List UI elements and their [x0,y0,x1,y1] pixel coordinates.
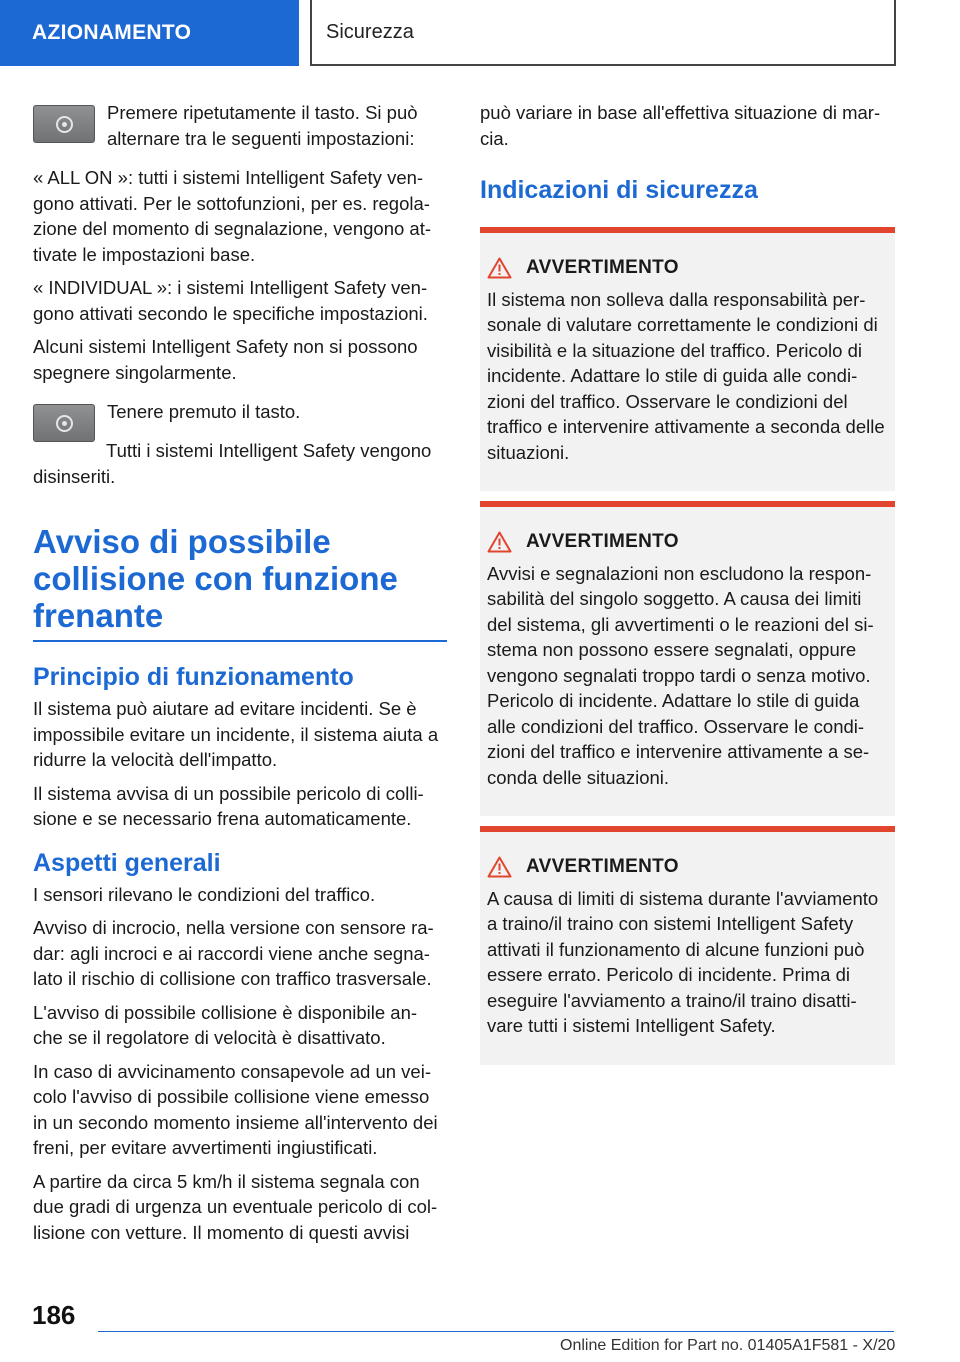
paragraph: « INDIVIDUAL »: i sistemi Intelligent Safety ven- gono attivati secondo le specifiche impostazioni. [33,277,428,324]
paragraph: Tutti i sistemi Intelligent Safety vengono disinseriti. [33,440,432,487]
warning-title: AVVERTIMENTO [526,531,679,552]
warning-triangle-icon [487,856,512,878]
paragraph: I sensori rilevano le condizioni del traffico. [33,883,376,905]
intelligent-safety-button-icon [33,404,95,442]
section-title: Sicurezza [310,0,896,66]
intelligent-safety-button-icon [33,105,95,143]
subsection-heading: Principio di funzionamento [33,663,354,691]
warning-triangle-icon [487,257,512,279]
paragraph: Avviso di incrocio, nella versione con sensore ra- dar: agli incroci e ai raccordi viene anche segna- lato il rischio di collisione con traffico trasversale. [33,917,434,989]
instruction-text: Premere ripetutamente il tasto. Si può alternare tra le seguenti impostazioni: [107,102,418,149]
warning-box [480,826,895,1065]
page-number: 186 [32,1300,76,1330]
warning-box [480,227,895,491]
chapter-tab: AZIONAMENTO [0,0,299,66]
paragraph: Alcuni sistemi Intelligent Safety non si possono spegnere singolarmente. [33,336,418,383]
warning-triangle-icon [487,531,512,553]
left-column [33,100,447,1253]
paragraph: A partire da circa 5 km/h il sistema segnala con due gradi di urgenza un eventuale pericolo di col- lisione con vetture. Il momento di questi avvisi [33,1170,438,1243]
warning-text: Avvisi e segnalazioni non escludono la respon- sabilità del singolo soggetto. A causa dei limiti del sistema, gli avvertimenti o le reazioni del si- stema non possono essere segnalati, oppure vengono segnalati troppo tardi o senza motivo. Pericolo di incidente. Adattare lo stile di guida alle condizioni del traffico. Osservare le condi- zioni del traffico e intervenire attivamente a se- conda delle situazioni. [487,562,874,788]
warning-box [480,501,895,816]
section-heading: Avviso di possibile collisione con funzione frenante [33,523,398,634]
right-column [480,100,895,1075]
paragraph: L'avviso di possibile collisione è disponibile an- che se il regolatore di velocità è disattivato. [33,1001,418,1048]
paragraph: Il sistema può aiutare ad evitare incidenti. Se è impossibile evitare un incidente, il sistema aiuta a ridurre la velocità dell'impatto. [33,698,439,770]
warning-text: Il sistema non solleva dalla responsabilità per- sonale di valutare correttamente le condizioni di visibilità e la situazione del traffico. Pericolo di incidente. Adattare lo stile di guida alle condi- zioni del traffico. Osservare le condizioni del traffico e intervenire attivamente a seconda delle situazioni. [487,288,885,463]
subsection-heading: Aspetti generali [33,848,221,877]
section-heading: Indicazioni di sicurezza [480,176,758,204]
paragraph: Il sistema avvisa di un possibile pericolo di colli- sione e se necessario frena automaticamente. [33,782,424,829]
warning-title: AVVERTIMENTO [526,257,679,278]
button-instruction-2 [33,399,447,442]
edition-text: Online Edition for Part no. 01405A1F581 - X/20 [560,1337,896,1354]
paragraph: « ALL ON »: tutti i sistemi Intelligent Safety ven- gono attivati. Per le sottofunzioni, per es. regola- zione del momento di segnalazione, vengono at- tivate le impostazioni base. [33,167,432,265]
warning-text: A causa di limiti di sistema durante l'avviamento a traino/il traino con sistemi Intelligent Safety attivati il funzionamento di alcune funzioni può essere errato. Pericolo di incidente. Prima di eseguire l'avviamento a traino/il traino disatti- vare tutti i sistemi Intelligent Safety. [487,887,879,1036]
paragraph: In caso di avvicinamento consapevole ad un vei- colo l'avviso di possibile collisione viene emesso in un secondo momento insieme all'intervento dei freni, per evitare avvertimenti ingiustificati. [33,1060,438,1158]
heading-rule [33,640,447,642]
button-instruction-1 [33,100,447,159]
footer-rule [98,1331,894,1332]
instruction-text: Tenere premuto il tasto. [107,401,301,422]
warning-title: AVVERTIMENTO [526,856,679,877]
paragraph: può variare in base all'effettiva situazione di mar- cia. [480,102,881,149]
